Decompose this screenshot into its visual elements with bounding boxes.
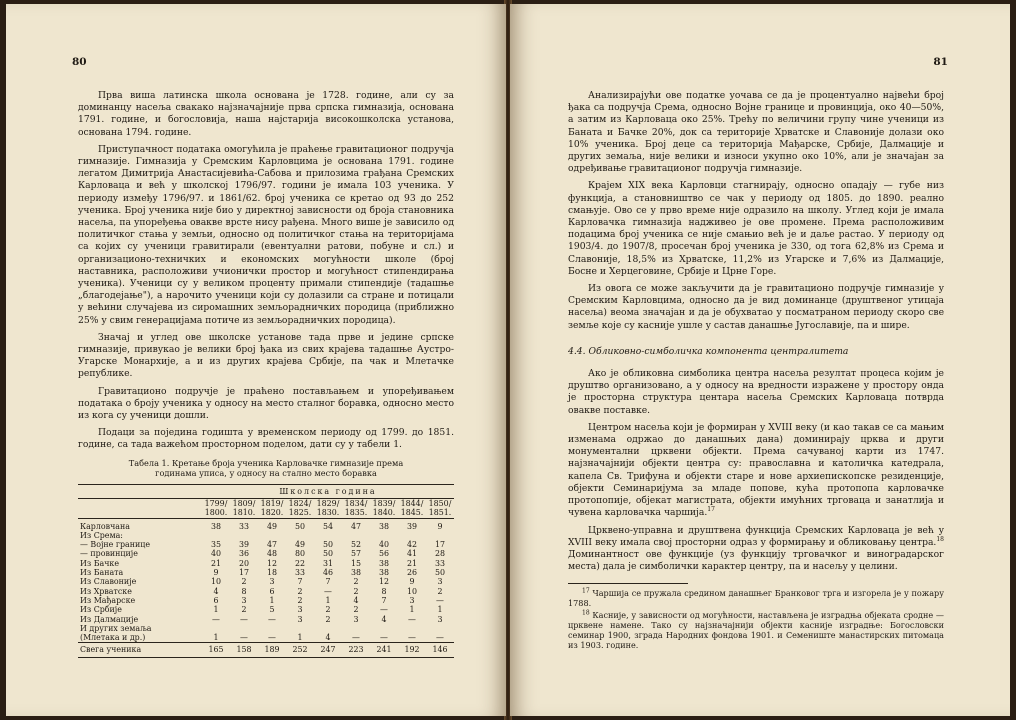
table-cell: 3 — [241, 595, 247, 605]
year-header-top: 1799/ — [204, 498, 228, 508]
year-header-bottom: 1845. — [398, 508, 426, 518]
table-cell: 50 — [322, 549, 334, 559]
table-cell: 3 — [437, 614, 443, 624]
year-header-top: 1824/ — [288, 498, 312, 508]
table-cell: 56 — [378, 549, 390, 559]
paragraph: Подаци за поједина годишта у временском периоду од 1799. до 1851. године, са тада важећом просторном поделом, дати су у табели 1. — [78, 427, 454, 451]
year-header-top: 1839/ — [372, 498, 396, 508]
table-cell: 48 — [266, 549, 278, 559]
footnote-text: Чаршија се пружала средином данашњег Бранковог трга и изгорела је у пожару 1788. — [568, 588, 944, 609]
table-cell: 40 — [378, 540, 390, 550]
year-header-top: 1850/ — [428, 498, 452, 508]
table-row — [78, 559, 454, 568]
table-cell: 22 — [294, 558, 306, 568]
table-cell: — — [380, 633, 388, 643]
table-cell: 38 — [350, 568, 362, 578]
table-cell: 35 — [210, 540, 222, 550]
row-label: Из Далмације — [80, 614, 139, 624]
paragraph-text: Центром насеља који је формиран у XVIII веку (и као такав се са мањим изменама одржао до данашњих дана) доминирају црква и други монументални црквени објекти. Према сачуваној карти из 1747. најзначајнији објекти центра су: православна и католичка катедрала, капела Св. Трифуна и објекти старе и нове архиепископске резиденције, објекти Семинаријума за младе попове, кућа протопопа карловачке протопопије, објекат магистрата, објекти имућних трговаца и занатлија и чувена карловачка чаршија. — [568, 421, 944, 519]
table-cell: 4 — [213, 586, 219, 596]
table-cell: 2 — [241, 577, 247, 587]
paragraph: Значај и углед ове школске установе тада прве и једине српске гимназије, привукао је велики број ђака из свих крајева тадашње Аустро-Угарске Монархије, а и из других крајева Србије, па чак и Млетачке републике. — [78, 331, 454, 380]
table-cell: 2 — [297, 586, 303, 596]
table-caption — [78, 458, 454, 478]
row-label: И других земаља — [80, 623, 152, 633]
table-cell: 40 — [210, 549, 222, 559]
table-cell: 1 — [437, 605, 443, 615]
paragraph: Приступачност података омогућила је праћење гравитационог подручја гимназије. Гимназија у Сремским Карловцима је основана 1791. године легатом Димитрија Анастасијевића-Сабова и прилозима грађана Сремских Карловаца и већ у школској 1796/97. години је имала 103 ученика. У периоду између 1796/97. и 1861/62. број ученика се кретао од 93 до 252 ученика. Број ученика није био у директној зависности од броја становника насеља, па упоређења овакве врсте нису рађена. Много више је зависило од политичког стања у земљи, односно од политичког стања на територијама са којих су ученици гравитирали (евентуални ратови, побуне и сл.) и организационо-техничких и економских могућности школе (број наставника, расположиви учионички простор и могућност стипендирања ученика). Ученици су у великом проценту примали стипендије (тадашње „благодејање"), а нарочито ученици који су долазили са стране и потицали у већини случајева из сиромашних земљорадничких породица (приближно 25% у свим генерацијама потиче из земљорадничких породица). — [78, 143, 454, 326]
table-cell: 2 — [297, 595, 303, 605]
year-header-bottom: 1820. — [258, 508, 286, 518]
table-cell: 15 — [350, 558, 362, 568]
table-cell: 9 — [409, 577, 415, 587]
table-cell: 20 — [238, 558, 250, 568]
table-cell: 12 — [378, 577, 390, 587]
table-cell: 21 — [406, 558, 418, 568]
table-row — [78, 624, 454, 633]
table-cell — [342, 624, 370, 633]
table-cell — [314, 624, 342, 633]
table-cell: 2 — [353, 586, 359, 596]
year-header-bottom: 1800. — [202, 508, 230, 518]
table-cell: 36 — [238, 549, 250, 559]
footnote-ref: 17 — [707, 506, 715, 514]
year-header-top: 1809/ — [232, 498, 256, 508]
year-header-top: 1834/ — [344, 498, 368, 508]
table-cell: 223 — [342, 643, 370, 657]
table-cell: 10 — [406, 586, 418, 596]
table-cell — [230, 531, 258, 540]
table-row — [78, 577, 454, 586]
year-header-bottom: 1840. — [370, 508, 398, 518]
table-cell: 1 — [213, 633, 219, 643]
table-cell: 80 — [294, 549, 306, 559]
table-cell: 8 — [381, 586, 387, 596]
table-cell — [370, 531, 398, 540]
table-cell: — — [240, 633, 248, 643]
table-cell: 4 — [325, 633, 331, 643]
table-cell: 3 — [269, 577, 275, 587]
table-cell: 9 — [437, 521, 443, 531]
page-number: 81 — [933, 56, 948, 68]
row-label: Из Мађарске — [80, 595, 136, 605]
table-row — [78, 596, 454, 605]
footnote — [568, 610, 944, 650]
table-row — [78, 518, 454, 531]
table-cell: 33 — [238, 521, 250, 531]
table-cell: 49 — [266, 521, 278, 531]
paragraph: Из овога се може закључити да је гравитационо подручје гимназије у Сремским Карловцима, односно да је вид доминанце (друштвеног утицаја насеља) веома значајан и да је обухватао у посматраном периоду скоро све земље које су касније ушле у састав данашње Југославије, па и шире. — [568, 283, 944, 331]
table-row — [78, 633, 454, 643]
table-cell: 38 — [378, 568, 390, 578]
table-cell — [370, 624, 398, 633]
table-cell: 50 — [322, 540, 334, 550]
table-cell — [230, 624, 258, 633]
table-cell — [398, 624, 426, 633]
paragraph: Ако је обликовна симболика центра насеља резултат процеса којим је друштво организовано, а у односу на вредности изражене у простору онда је просторна структура центара насеља Сремских Карловаца потврда овакве поставке. — [568, 368, 944, 416]
table-cell: 2 — [437, 586, 443, 596]
paragraph: Гравитационо подручје је праћено постављањем и упоређивањем података о броју ученика у односу на место сталног боравка, односно место из кога су ученици дошли. — [78, 385, 454, 422]
page-left — [6, 4, 506, 716]
table-cell: 2 — [353, 577, 359, 587]
year-header-bottom: 1851. — [426, 508, 454, 518]
paragraph — [568, 422, 944, 520]
footnote-rule — [568, 583, 688, 584]
table-cell: 38 — [378, 521, 390, 531]
row-label: Карловчана — [80, 521, 130, 531]
table-row — [78, 549, 454, 558]
table-row — [78, 531, 454, 540]
table-cell: 252 — [286, 643, 314, 657]
table-cell: 57 — [350, 549, 362, 559]
table-cell — [258, 531, 286, 540]
table-cell: 33 — [294, 568, 306, 578]
table-cell: 7 — [325, 577, 331, 587]
table-cell: — — [212, 614, 220, 624]
paragraph-text: Доминантност ове функције (уз функцију трговачког и виноградарског места) дала је симболички карактер центру, па и насељу у целини. — [568, 548, 944, 573]
table-row — [78, 643, 454, 657]
table-cell: 6 — [269, 586, 275, 596]
table-cell: 52 — [350, 540, 362, 550]
row-label: Свега ученика — [78, 643, 202, 657]
table-cell: 31 — [322, 558, 334, 568]
table-cell: 39 — [238, 540, 250, 550]
table-cell: — — [268, 633, 276, 643]
table-cell: 1 — [409, 605, 415, 615]
table-cell: 26 — [406, 568, 418, 578]
table-row — [78, 605, 454, 614]
footnote-text: Касније, у зависности од могућности, настављена је изградња објеката сродне — црквене намене. Тако су најзначајнији објекти касније изградње: Богословски семинар 1900, зграда Народних фондова 1901. и Семениште манастирских питомаца из 1903. године. — [568, 610, 945, 651]
paragraph: Анализирајући ове податке уочава се да је процентуално највећи број ђака са подручја Срема, односно Војне границе и провинција, око 40—50%, а затим из Карловаца око 25%. Трећу по величини групу чине ученици из Баната и Бачке 20%, док са територије Хрватске и Славоније долази око 10% ученика. Број деце са територија Мађарске, Србије, Далмације и других земаља, није велики и износи укупно око 10%, али је значајан за одређивање гравитационог подручја гимназије. — [568, 90, 944, 175]
year-header-bottom: 1810. — [230, 508, 258, 518]
table-cell: 17 — [434, 540, 446, 550]
student-table — [78, 484, 454, 658]
table-row — [78, 568, 454, 577]
year-header-top: 1844/ — [400, 498, 424, 508]
table-cell: 3 — [409, 595, 415, 605]
table-cell: 2 — [353, 605, 359, 615]
table-cell: 2 — [325, 614, 331, 624]
page-right — [510, 4, 1010, 716]
table-cell — [426, 531, 454, 540]
paragraph: Крајем XIX века Карловци стагнирају, односно опадају — губе низ функција, а становништво се чак у периоду од 1805. до 1890. реално смањује. Ово се у прво време није одразило на школу. Углед који је имала Карловачка гимназија надживео је ове промене. Према расположивим подацима број ученика се није смањио већ је и даље растао. У периоду од 1903/4. до 1907/8, просечан број ученика је 330, од тога 62,8% из Срема и Славоније, 18,5% из Хрватске, 11,2% из Угарске и 7,6% из Далмације, Босне и Херцеговине, Србије и Црне Горе. — [568, 180, 944, 277]
table-cell: — — [352, 633, 360, 643]
row-label: Из Србије — [80, 605, 122, 615]
table-cell: 241 — [370, 643, 398, 657]
table-cell — [398, 531, 426, 540]
row-label: — провинције — [80, 549, 138, 559]
table-cell: 54 — [322, 521, 334, 531]
table-caption-line: годинама уписа, у односу на стално место боравка — [155, 467, 377, 478]
table-cell: 3 — [297, 605, 303, 615]
paragraph-text: Црквено-управна и друштвена функција Сремских Карловаца је већ у XVIII веку имала свој просторни одраз у формирању и обликовању центра. — [568, 524, 944, 548]
table-caption-line: Табела 1. Кретање броја ученика Карловачке гимназије према — [128, 457, 404, 468]
right-body — [568, 90, 944, 652]
table-cell — [202, 531, 230, 540]
table-cell: 10 — [210, 577, 222, 587]
table-cell: 50 — [434, 568, 446, 578]
table-cell: 33 — [434, 558, 446, 568]
table-cell: 28 — [434, 549, 446, 559]
row-label: Из Бачке — [80, 558, 120, 568]
table-cell: — — [436, 633, 444, 643]
table-cell: 4 — [353, 595, 359, 605]
table-cell: 49 — [294, 540, 306, 550]
table-cell: — — [240, 614, 248, 624]
year-header-bottom: 1835. — [342, 508, 370, 518]
table-cell: 42 — [406, 540, 418, 550]
table-cell: 38 — [378, 558, 390, 568]
table-cell: 247 — [314, 643, 342, 657]
row-label: Из Срема: — [80, 530, 123, 540]
footnote-ref: 18 — [936, 535, 944, 543]
table-cell — [342, 531, 370, 540]
table-cell: 189 — [258, 643, 286, 657]
paragraph — [568, 525, 944, 574]
table-group-header: Школска година — [202, 484, 454, 498]
table-cell: 8 — [241, 586, 247, 596]
table-cell: 5 — [269, 605, 275, 615]
table-cell: 158 — [230, 643, 258, 657]
page-number: 80 — [72, 56, 87, 68]
table-row — [78, 615, 454, 624]
table-cell: 1 — [269, 595, 275, 605]
table-cell — [286, 531, 314, 540]
table-cell: 38 — [210, 521, 222, 531]
row-label: Из Баната — [80, 568, 124, 578]
table-cell: — — [324, 586, 332, 596]
table-cell: 46 — [322, 568, 334, 578]
table-cell — [426, 624, 454, 633]
table-cell: 1 — [297, 633, 303, 643]
footnote-mark: 17 — [582, 587, 590, 595]
year-header-bottom: 1830. — [314, 508, 342, 518]
table-cell — [314, 531, 342, 540]
table-cell: — — [408, 614, 416, 624]
footnote-mark: 18 — [582, 609, 590, 617]
row-label: Из Хрватске — [80, 586, 132, 596]
table-cell: — — [380, 605, 388, 615]
table-cell: — — [436, 595, 444, 605]
year-header-top: 1829/ — [316, 498, 340, 508]
table-cell: 21 — [210, 558, 222, 568]
table-cell: 50 — [294, 521, 306, 531]
table-row — [78, 587, 454, 596]
table-cell: 41 — [406, 549, 418, 559]
table-cell: 39 — [406, 521, 418, 531]
row-label: — Војне границе — [80, 540, 150, 550]
table-cell: 7 — [381, 595, 387, 605]
year-header-top: 1819/ — [260, 498, 284, 508]
table-cell: 1 — [213, 605, 219, 615]
left-body — [78, 90, 454, 658]
table-cell: 7 — [297, 577, 303, 587]
table-cell — [202, 624, 230, 633]
table-cell: — — [408, 633, 416, 643]
table-cell: 2 — [241, 605, 247, 615]
table-cell: 3 — [297, 614, 303, 624]
table-cell — [286, 624, 314, 633]
table-cell: — — [268, 614, 276, 624]
table-cell: 12 — [266, 558, 278, 568]
table-cell: 47 — [350, 521, 362, 531]
table-cell: 3 — [437, 577, 443, 587]
table-cell: 2 — [325, 605, 331, 615]
footnote — [568, 588, 944, 608]
row-label: (Млетака и др.) — [80, 633, 146, 643]
table-cell: 9 — [213, 568, 219, 578]
year-header-bottom: 1825. — [286, 508, 314, 518]
table-row — [78, 540, 454, 549]
table-cell — [258, 624, 286, 633]
table-cell: 4 — [381, 614, 387, 624]
table-cell: 6 — [213, 595, 219, 605]
table-cell: 192 — [398, 643, 426, 657]
table-cell: 17 — [238, 568, 250, 578]
table-cell: 146 — [426, 643, 454, 657]
table-cell: 165 — [202, 643, 230, 657]
table-cell: 18 — [266, 568, 278, 578]
row-label: Из Славоније — [80, 577, 137, 587]
table-cell: 1 — [325, 595, 331, 605]
table-cell: 47 — [266, 540, 278, 550]
table-cell: 3 — [353, 614, 359, 624]
paragraph: Прва виша латинска школа основана је 1728. године, али су за доминанцу насеља свакако најзначајније прва српска гимназија, основана 1791. године, и богословија, наша најстарија високошколска установа, основана 1794. године. — [78, 90, 454, 138]
section-title: 4.4. Обликовно-симболичка компонента централитета — [568, 345, 849, 357]
